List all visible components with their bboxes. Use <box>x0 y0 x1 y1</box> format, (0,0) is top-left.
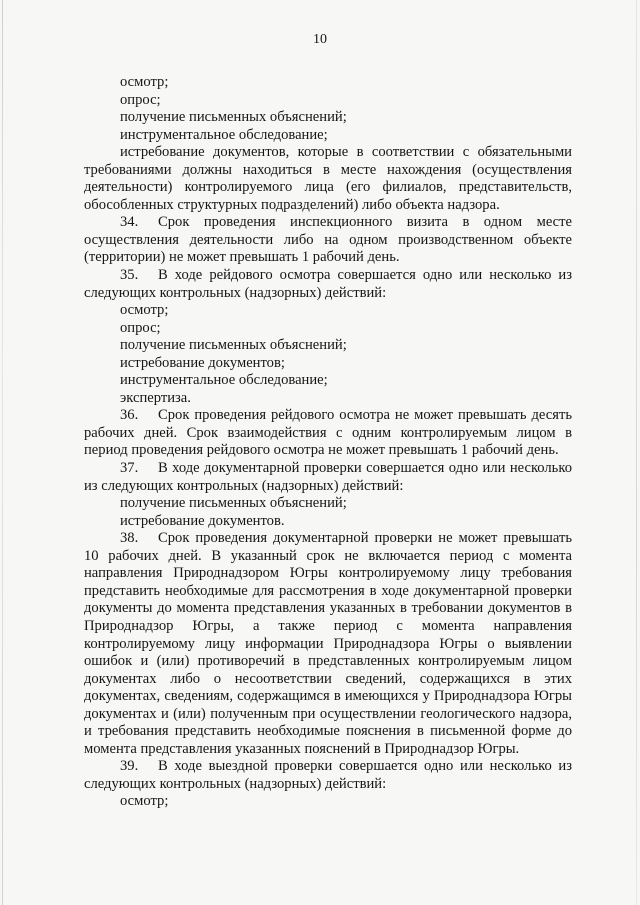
paragraph-text: В ходе документарной проверки совершается одно или несколько из следующих контрольных (надзорных) действий: <box>84 460 572 494</box>
list-item: истребование документов, которые в соответствии с обязательными требованиями должны находиться в месте нахождения (осуществления деятельности) контролируемого лица (его филиалов, представительств, обособленных структурных подразделений) либо объекта надзора. <box>84 144 572 213</box>
paragraph-number: 39. <box>120 758 139 775</box>
list-item: получение письменных объяснений; <box>120 495 347 512</box>
numbered-paragraph <box>84 758 572 793</box>
list-item: осмотр; <box>120 302 169 319</box>
list-item: получение письменных объяснений; <box>120 337 347 354</box>
page-number: 10 <box>313 32 327 47</box>
paragraph-text: В ходе рейдового осмотра совершается одно или несколько из следующих контрольных (надзорных) действий: <box>84 267 572 301</box>
paragraph-number: 37. <box>120 460 139 477</box>
list-item: осмотр; <box>120 74 169 90</box>
paragraph-text: Срок проведения документарной проверки не может превышать 10 рабочих дней. В указанный срок не включается период с момента направления Природнадзором Югры контролируемому лицу требования представить необходимые для рассмотрения в ходе документарной проверки документы до момента представления указанных в требовании документов в Природнадзор Югры, а также период с момента направления контролируемому лицу информации Природнадзора Югры о выявлении ошибок и (или) противоречий в представленных контролируемым лицом документах либо о несоответствии сведений, содержащихся в этих документах, сведениям, содержащимся в имеющихся у Природнадзора Югры документах и (или) полученным при осуществлении геологического надзора, и требования представить необходимые пояснения в письменной форме до момента представления указанных пояснений в Природнадзор Югры. <box>84 530 572 757</box>
list-item: истребование документов; <box>120 354 285 371</box>
paragraph-text: Срок проведения инспекционного визита в одном месте осуществления деятельности либо на одном производственном объекте (территории) не может превышать 1 рабочий день. <box>84 214 572 266</box>
list-item: инструментальное обследование; <box>120 372 328 389</box>
list-item: инструментальное обследование; <box>120 126 328 143</box>
document-body <box>84 74 572 811</box>
list-item: получение письменных объяснений; <box>120 109 347 126</box>
paragraph-number: 34. <box>120 214 139 231</box>
list-item: осмотр; <box>120 793 169 810</box>
list-item: экспертиза. <box>120 389 191 406</box>
numbered-paragraph <box>84 214 572 267</box>
paragraph-text: Срок проведения рейдового осмотра не может превышать десять рабочих дней. Срок взаимодействия с одним контролируемым лицом в период проведения рейдового осмотра не может превышать 1 рабочий день. <box>84 407 572 459</box>
numbered-paragraph <box>84 267 572 302</box>
paragraph-number: 35. <box>120 267 139 284</box>
list-item: опрос; <box>120 91 161 108</box>
list-item: истребование документов. <box>120 512 285 529</box>
paragraph-number: 36. <box>120 407 139 424</box>
paragraph-text: В ходе выездной проверки совершается одно или несколько из следующих контрольных (надзорных) действий: <box>84 758 572 792</box>
paragraph-number: 38. <box>120 530 139 547</box>
numbered-paragraph <box>84 530 572 758</box>
numbered-paragraph <box>84 460 572 495</box>
numbered-paragraph <box>84 407 572 460</box>
list-item: опрос; <box>120 319 161 336</box>
